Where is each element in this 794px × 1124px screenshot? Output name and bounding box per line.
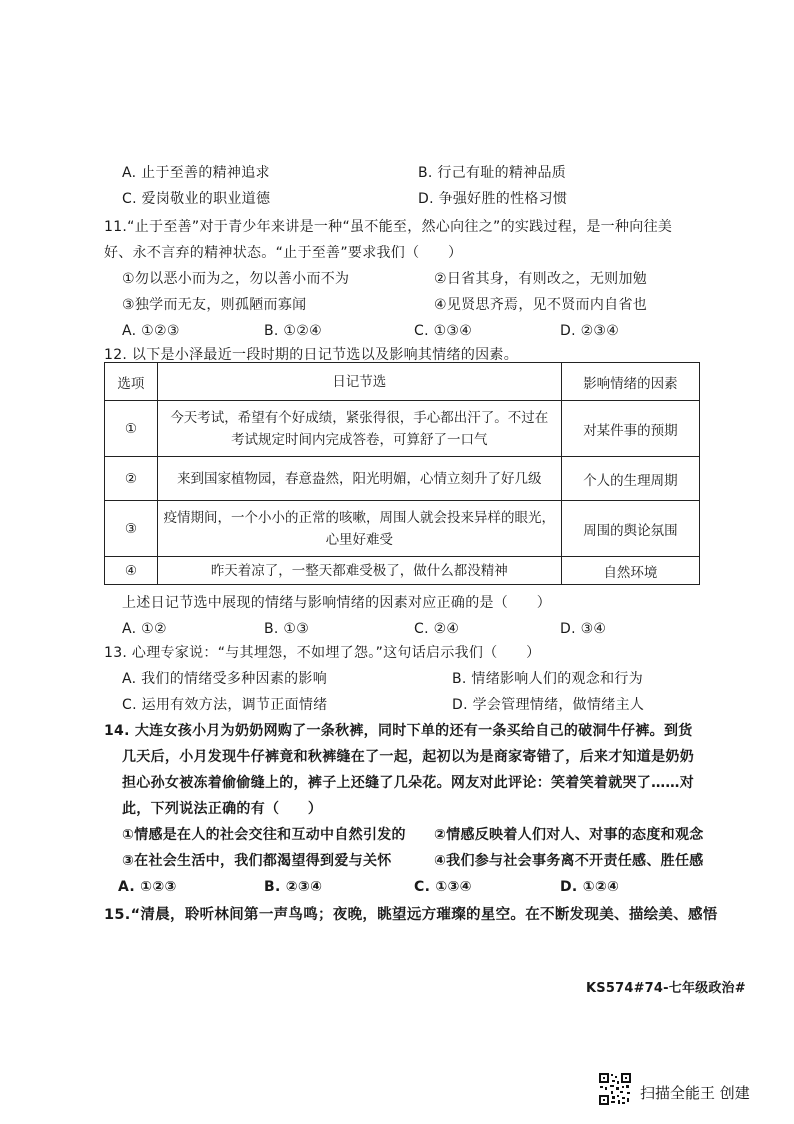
header-diary: 日记节选 bbox=[157, 363, 561, 401]
row-factor: 个人的生理周期 bbox=[561, 457, 699, 501]
q14-statement-1: ①情感是在人的社会交往和互动中自然引发的 bbox=[122, 827, 406, 843]
row-diary bbox=[157, 501, 561, 557]
row-number: ④ bbox=[105, 557, 158, 585]
q12-option-d: D. ③④ bbox=[560, 621, 607, 637]
qr-code-icon bbox=[598, 1072, 632, 1106]
row-diary-line-2: 考试规定时间内完成答卷，可算舒了一口气 bbox=[231, 431, 488, 448]
row-diary-line-2: 心里好难受 bbox=[325, 531, 394, 548]
table-row bbox=[105, 557, 700, 585]
table-row bbox=[105, 457, 700, 501]
footer-exam-code: KS574#74-七年级政治# bbox=[586, 981, 746, 996]
table-row bbox=[105, 401, 700, 457]
q12-stem: 12. 以下是小泽最近一段时期的日记节选以及影响其情绪的因素。 bbox=[104, 347, 519, 363]
q11-statement-4: ④见贤思齐焉，见不贤而内自省也 bbox=[434, 297, 648, 313]
q14-option-c: C. ①③④ bbox=[414, 879, 472, 895]
q12-option-a: A. ①② bbox=[122, 621, 167, 637]
q12-option-c: C. ②④ bbox=[414, 621, 460, 637]
q11-statement-2: ②日省其身，有则改之，无则加勉 bbox=[434, 271, 648, 287]
q10-option-c: C. 爱岗敬业的职业道德 bbox=[122, 191, 271, 207]
q13-option-a: A. 我们的情绪受多种因素的影响 bbox=[122, 671, 328, 687]
row-diary-line-1: 疫情期间，一个小小的正常的咳嗽，周围人就会投来异样的眼光， bbox=[163, 509, 556, 526]
q11-option-c: C. ①③④ bbox=[414, 323, 473, 339]
q12-question: 上述日记节选中展现的情绪与影响情绪的因素对应正确的是（ ） bbox=[122, 595, 551, 611]
scanner-watermark-label: 扫描全能王 创建 bbox=[640, 1084, 750, 1102]
diary-table bbox=[104, 362, 700, 585]
q11-option-a: A. ①②③ bbox=[122, 323, 180, 339]
q14-option-b: B. ②③④ bbox=[264, 879, 323, 895]
q11-statement-1: ①勿以恶小而为之，勿以善小而不为 bbox=[122, 271, 350, 287]
q11-statement-3: ③独学而无友，则孤陋而寡闻 bbox=[122, 297, 307, 313]
row-number: ① bbox=[105, 401, 158, 457]
q10-option-b: B. 行己有耻的精神品质 bbox=[418, 165, 567, 181]
row-diary bbox=[157, 401, 561, 457]
q14-option-a: A. ①②③ bbox=[118, 879, 177, 895]
q12-option-b: B. ①③ bbox=[264, 621, 310, 637]
q14-statement-4: ④我们参与社会事务离不开责任感、胜任感 bbox=[434, 853, 704, 869]
q14-stem-line-4: 此，下列说法正确的有（ ） bbox=[122, 801, 323, 817]
q13-option-c: C. 运用有效方法，调节正面情绪 bbox=[122, 697, 328, 713]
q11-option-d: D. ②③④ bbox=[560, 323, 620, 339]
row-factor: 周围的舆论氛围 bbox=[561, 501, 699, 557]
q13-stem: 13. 心理专家说：“与其埋怨，不如埋了怨。”这句话启示我们（ ） bbox=[104, 645, 541, 661]
row-diary: 来到国家植物园，春意盎然，阳光明媚，心情立刻升了好几级 bbox=[157, 457, 561, 501]
q14-statement-3: ③在社会生活中，我们都渴望得到爱与关怀 bbox=[122, 853, 392, 869]
q10-option-d: D. 争强好胜的性格习惯 bbox=[418, 191, 568, 207]
q15-stem-line-1: 15.“清晨，聆听林间第一声鸟鸣；夜晚，眺望远方璀璨的星空。在不断发现美、描绘美、感悟 bbox=[104, 907, 718, 923]
row-factor: 对某件事的预期 bbox=[561, 401, 699, 457]
row-factor: 自然环境 bbox=[561, 557, 699, 585]
q10-option-a: A. 止于至善的精神追求 bbox=[122, 165, 270, 181]
row-number: ② bbox=[105, 457, 158, 501]
q14-statement-2: ②情感反映着人们对人、对事的态度和观念 bbox=[434, 827, 704, 843]
table-row bbox=[105, 501, 700, 557]
q11-stem-line-2: 好、永不言弃的精神状态。“止于至善”要求我们（ ） bbox=[104, 245, 463, 261]
header-option: 选项 bbox=[105, 363, 158, 401]
row-number: ③ bbox=[105, 501, 158, 557]
row-diary: 昨天着凉了，一整天都难受极了，做什么都没精神 bbox=[157, 557, 561, 585]
q13-option-d: D. 学会管理情绪，做情绪主人 bbox=[452, 697, 645, 713]
q14-stem-line-2: 几天后，小月发现牛仔裤竟和秋裤缝在了一起，起初以为是商家寄错了，后来才知道是奶奶 bbox=[122, 749, 694, 765]
header-factor: 影响情绪的因素 bbox=[561, 363, 699, 401]
q14-option-d: D. ①②④ bbox=[560, 879, 620, 895]
q14-stem-line-1: 14. 大连女孩小月为奶奶网购了一条秋裤，同时下单的还有一条买给自己的破洞牛仔裤。到货 bbox=[104, 723, 693, 739]
q11-option-b: B. ①②④ bbox=[264, 323, 322, 339]
q11-stem-line-1: 11.“止于至善”对于青少年来讲是一种“虽不能至，然心向往之”的实践过程，是一种向往美 bbox=[104, 219, 673, 235]
row-diary-line-1: 今天考试，希望有个好成绩，紧张得很，手心都出汗了。不过在 bbox=[170, 409, 549, 426]
q14-stem-line-3: 担心孙女被冻着偷偷缝上的，裤子上还缝了几朵花。网友对此评论：笑着笑着就哭了……对 bbox=[122, 775, 694, 791]
table-header-row bbox=[105, 363, 700, 401]
q13-option-b: B. 情绪影响人们的观念和行为 bbox=[452, 671, 644, 687]
